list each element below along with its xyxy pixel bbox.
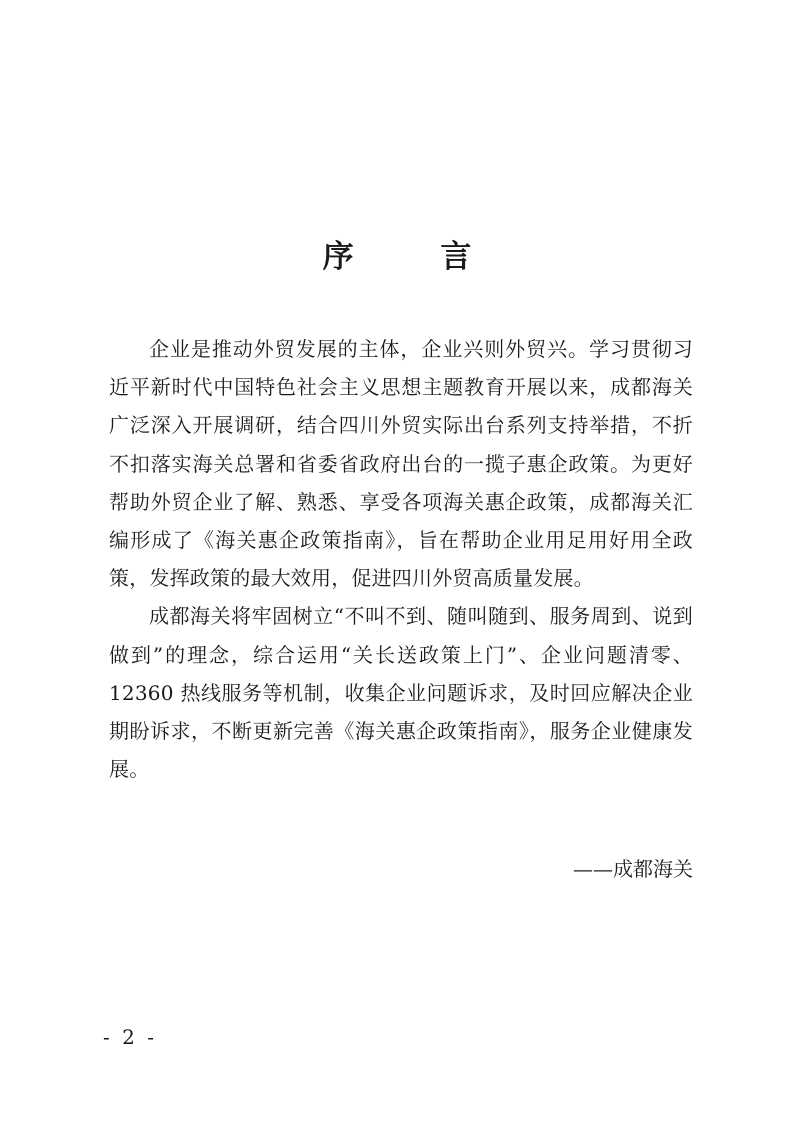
body-text — [109, 330, 693, 788]
page-title: 序 言 — [322, 238, 510, 275]
signature: ——成都海关 — [573, 857, 693, 881]
paragraph-1: 企业是推动外贸发展的主体，企业兴则外贸兴。学习贯彻习近平新时代中国特色社会主义思想主题教育开展以来，成都海关广泛深入开展调研，结合四川外贸实际出台系列支持举措，不折不扣落实海关总署和省委省政府出台的一揽子惠企政策。为更好帮助外贸企业了解、熟悉、享受各项海关惠企政策，成都海关汇编形成了《海关惠企政策指南》，旨在帮助企业用足用好用全政策，发挥政策的最大效用，促进四川外贸高质量发展。 — [109, 337, 693, 591]
page-number: - 2 - — [103, 1025, 157, 1049]
paragraph-2: 成都海关将牢固树立“不叫不到、随叫随到、服务周到、说到做到”的理念，综合运用“关长送政策上门”、企业问题清零、12360 热线服务等机制，收集企业问题诉求，及时回应解决企业期盼诉求，不断更新完善《海关惠企政策指南》，服务企业健康发展。 — [109, 604, 693, 782]
